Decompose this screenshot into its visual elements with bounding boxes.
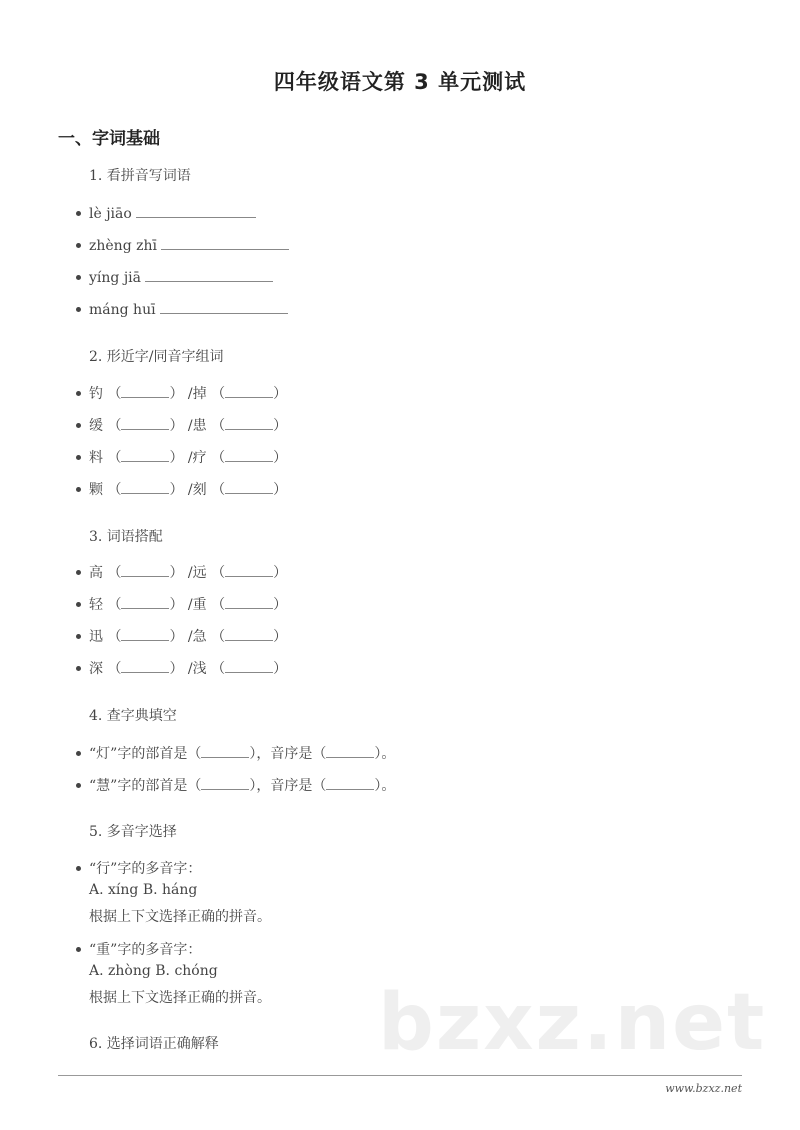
answer-blank[interactable]	[121, 417, 169, 430]
watermark: bzxz.net	[378, 978, 767, 1068]
word-pair-item: 缓 （ ） /患 （ ）	[76, 415, 287, 435]
answer-blank[interactable]	[121, 449, 169, 462]
footer-divider	[58, 1075, 742, 1076]
answer-blank[interactable]	[225, 628, 273, 641]
pinyin-item: máng huī	[76, 299, 288, 318]
bullet-icon	[76, 391, 81, 396]
dictionary-item: “慧”字的部首是（ ），音序是（ ）。	[76, 775, 395, 795]
question-2-label: 2. 形近字/同音字组词	[89, 349, 224, 365]
bullet-icon	[76, 307, 81, 312]
question-5-label: 5. 多音字选择	[89, 824, 177, 840]
pinyin-item: yíng jiā	[76, 267, 273, 286]
answer-blank[interactable]	[225, 385, 273, 398]
word-pair-item: 深 （ ） /浅 （ ）	[76, 658, 287, 678]
question-4-label: 4. 查字典填空	[89, 708, 177, 724]
bullet-icon	[76, 947, 81, 952]
bullet-icon	[76, 243, 81, 248]
bullet-icon	[76, 487, 81, 492]
word-pair-item: 料 （ ） /疗 （ ）	[76, 447, 287, 467]
bullet-icon	[76, 455, 81, 460]
answer-blank[interactable]	[121, 596, 169, 609]
bullet-icon	[76, 570, 81, 575]
bullet-icon	[76, 866, 81, 871]
polyphone-options: A. xíng B. háng	[89, 882, 198, 898]
footer-url: www.bzxz.net	[665, 1082, 742, 1095]
answer-blank[interactable]	[225, 660, 273, 673]
bullet-icon	[76, 783, 81, 788]
answer-blank[interactable]	[225, 481, 273, 494]
answer-line[interactable]	[160, 299, 288, 314]
answer-blank[interactable]	[225, 417, 273, 430]
bullet-icon	[76, 423, 81, 428]
answer-blank[interactable]	[201, 745, 249, 758]
word-pair-item: 迅 （ ） /急 （ ）	[76, 626, 287, 646]
polyphone-note: 根据上下文选择正确的拼音。	[89, 909, 271, 925]
bullet-icon	[76, 634, 81, 639]
bullet-icon	[76, 211, 81, 216]
answer-blank[interactable]	[121, 481, 169, 494]
answer-blank[interactable]	[225, 596, 273, 609]
pinyin-item: zhèng zhī	[76, 235, 289, 254]
word-pair-item: 高 （ ） /远 （ ）	[76, 562, 287, 582]
polyphone-head: “行”字的多音字：	[76, 858, 201, 878]
polyphone-options: A. zhòng B. chóng	[89, 963, 218, 979]
answer-line[interactable]	[145, 267, 273, 282]
answer-blank[interactable]	[121, 660, 169, 673]
answer-blank[interactable]	[326, 745, 374, 758]
page-title: 四年级语文第 3 单元测试	[273, 70, 527, 94]
answer-blank[interactable]	[121, 385, 169, 398]
answer-blank[interactable]	[225, 564, 273, 577]
answer-blank[interactable]	[201, 777, 249, 790]
pinyin-item: lè jiāo	[76, 203, 256, 222]
word-pair-item: 轻 （ ） /重 （ ）	[76, 594, 287, 614]
question-3-label: 3. 词语搭配	[89, 529, 163, 545]
polyphone-head: “重”字的多音字：	[76, 939, 201, 959]
dictionary-item: “灯”字的部首是（ ），音序是（ ）。	[76, 743, 395, 763]
polyphone-note: 根据上下文选择正确的拼音。	[89, 990, 271, 1006]
answer-blank[interactable]	[121, 564, 169, 577]
answer-blank[interactable]	[225, 449, 273, 462]
answer-blank[interactable]	[326, 777, 374, 790]
word-pair-item: 钓 （ ） /掉 （ ）	[76, 383, 287, 403]
answer-blank[interactable]	[121, 628, 169, 641]
bullet-icon	[76, 275, 81, 280]
bullet-icon	[76, 666, 81, 671]
question-1-label: 1. 看拼音写词语	[89, 168, 191, 184]
answer-line[interactable]	[161, 235, 289, 250]
word-pair-item: 颗 （ ） /刻 （ ）	[76, 479, 287, 499]
question-6-label: 6. 选择词语正确解释	[89, 1036, 219, 1052]
answer-line[interactable]	[136, 203, 256, 218]
bullet-icon	[76, 751, 81, 756]
section-heading: 一、字词基础	[58, 129, 160, 149]
bullet-icon	[76, 602, 81, 607]
